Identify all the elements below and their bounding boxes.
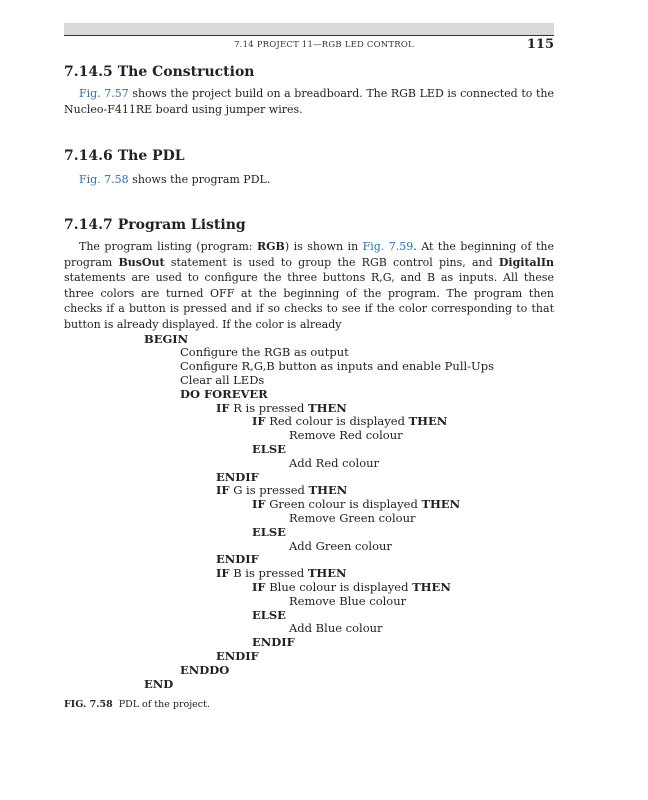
section-heading-construction [64, 64, 255, 80]
pdl-text: Remove Red colour [289, 428, 403, 442]
pdl-text: Add Blue colour [289, 621, 383, 635]
pdl-text: Blue colour is displayed [265, 580, 413, 594]
pdl-line [180, 345, 349, 359]
pdl-text: Configure the RGB as output [180, 345, 349, 359]
section-heading-program-listing [64, 217, 246, 233]
pdl-line [216, 483, 347, 497]
pdl-line [289, 594, 406, 608]
pdl-line [216, 649, 259, 663]
pdl-keyword: THEN [308, 401, 347, 415]
section-title: Program Listing [117, 217, 246, 233]
figure-link[interactable]: Fig. 7.58 [79, 173, 129, 186]
section-heading-pdl [64, 148, 185, 164]
pdl-line [252, 414, 447, 428]
pdl-line [289, 456, 379, 470]
pdl-text: Remove Green colour [289, 511, 416, 525]
pdl-line [144, 677, 173, 691]
pdl-text: Remove Blue colour [289, 594, 407, 608]
pdl-keyword: END [144, 677, 174, 691]
pdl-line [252, 525, 286, 539]
pdl-keyword: ELSE [252, 608, 286, 622]
pdl-line [289, 428, 403, 442]
pdl-line [252, 608, 286, 622]
pdl-text: R is pressed [229, 401, 309, 415]
pdl-keyword: BEGIN [144, 332, 189, 346]
pdl-line [252, 442, 286, 456]
pdl-keyword: ELSE [252, 525, 286, 539]
pdl-text: Clear all LEDs [180, 373, 265, 387]
pdl-text: Add Green colour [289, 539, 392, 553]
paragraph-pdl [64, 172, 554, 188]
pdl-keyword: ENDIF [216, 470, 259, 484]
header-bar [64, 23, 554, 35]
pdl-keyword: THEN [412, 580, 451, 594]
pdl-keyword: THEN [408, 414, 448, 428]
pdl-text: Red colour is displayed [265, 414, 409, 428]
pdl-line [252, 635, 295, 649]
pdl-keyword: ENDIF [216, 649, 259, 663]
pdl-keyword: ENDIF [216, 552, 259, 566]
pdl-line [289, 621, 383, 635]
header-rule [64, 35, 554, 36]
pdl-keyword: ENDDO [180, 663, 230, 677]
pdl-line [216, 401, 347, 415]
caption-label: FIG. 7.58 [64, 699, 113, 710]
paragraph-text: shows the program PDL. [128, 173, 271, 186]
pdl-keyword: IF [216, 566, 230, 580]
section-number: 7.14.6 [64, 148, 113, 164]
pdl-line [180, 387, 268, 401]
section-number: 7.14.7 [64, 217, 113, 233]
pdl-text: Add Red colour [289, 456, 380, 470]
section-title: The Construction [117, 64, 255, 80]
pdl-line [289, 539, 392, 553]
pdl-keyword: IF [252, 497, 266, 511]
pdl-line [180, 663, 229, 677]
figure-link[interactable]: Fig. 7.57 [79, 87, 129, 100]
pdl-line [144, 332, 188, 346]
pdl-line [216, 470, 259, 484]
pdl-line [252, 497, 460, 511]
pdl-line [216, 566, 347, 580]
pdl-text: B is pressed [229, 566, 308, 580]
section-title: The PDL [117, 148, 185, 164]
paragraph-text: shows the project build on a breadboard. The RGB LED is connected to the Nucleo-F411RE board using jumper wires. [64, 87, 554, 116]
figure-caption [64, 699, 210, 710]
running-header: 7.14 PROJECT 11—RGB LED CONTROL [234, 40, 414, 50]
pdl-keyword: THEN [308, 483, 348, 497]
pdl-keyword: THEN [307, 566, 347, 580]
pdl-line [180, 373, 264, 387]
pdl-keyword: IF [216, 483, 230, 497]
page-number: 115 [526, 37, 554, 52]
pdl-text: G is pressed [229, 483, 309, 497]
pdl-keyword: IF [252, 414, 266, 428]
section-number: 7.14.5 [64, 64, 113, 80]
pdl-keyword: IF [216, 401, 230, 415]
pdl-line [289, 511, 415, 525]
pdl-text: Green colour is displayed [265, 497, 422, 511]
paragraph-construction [64, 86, 554, 117]
pdl-keyword: THEN [421, 497, 461, 511]
pdl-keyword: DO FOREVER [180, 387, 268, 401]
pdl-line [252, 580, 451, 594]
pdl-keyword: IF [252, 580, 266, 594]
pdl-line [216, 552, 259, 566]
caption-text: PDL of the project. [118, 699, 210, 710]
pdl-text: Configure R,G,B button as inputs and enable Pull-Ups [180, 359, 495, 373]
pdl-keyword: ELSE [252, 442, 286, 456]
pdl-line [180, 359, 494, 373]
pdl-keyword: ENDIF [252, 635, 295, 649]
figure-link[interactable]: Fig. 7.59 [362, 240, 414, 253]
paragraph-program-listing: The program listing (program: RGB) is shown in Fig. 7.59. At the beginning of the program BusOut statement is used to group the RGB control pins, and DigitalIn statements are used to configure the three buttons R,G, and B as inputs. All these three colors are turned OFF at the beginning of the program. The program then checks if a button is pressed and if so checks to see if the color corresponding to that button is already displayed. If the color is already [64, 240, 554, 331]
